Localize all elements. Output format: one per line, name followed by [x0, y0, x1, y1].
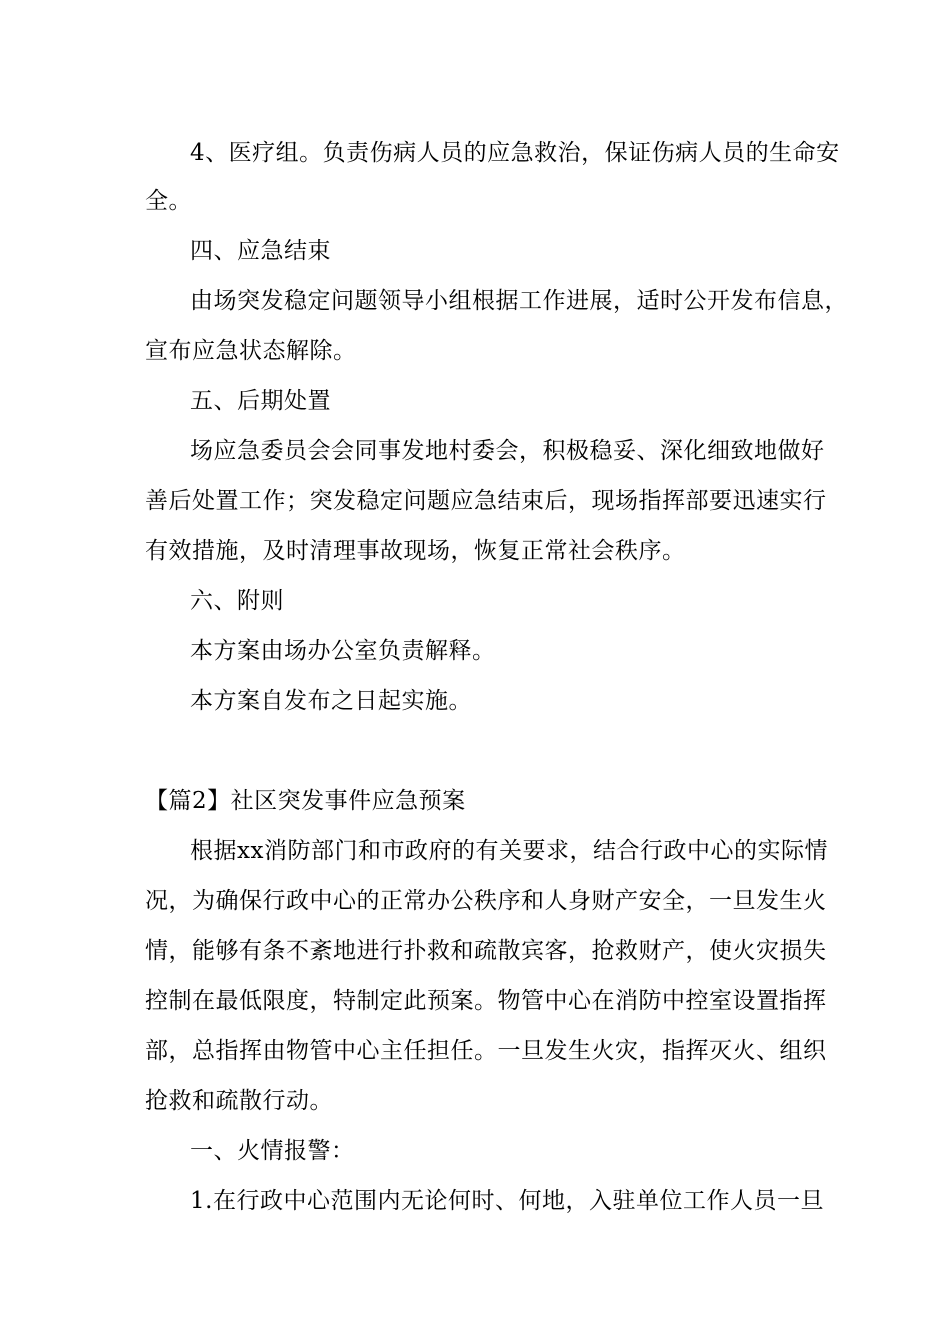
section-heading: 一、火情报警：: [190, 1138, 355, 1164]
section-heading: 六、附则: [190, 588, 284, 614]
paragraph-line: 本方案由场办公室负责解释。: [190, 638, 496, 664]
paragraph-line: 善后处置工作；突发稳定问题应急结束后，现场指挥部要迅速实行: [145, 488, 827, 514]
article-title: 【篇2】社区突发事件应急预案: [145, 788, 466, 814]
section-heading: 五、后期处置: [190, 388, 331, 414]
paragraph-line: 全。: [145, 188, 192, 214]
paragraph-line: 控制在最低限度，特制定此预案。物管中心在消防中控室设置指挥: [145, 988, 827, 1014]
paragraph-line: 场应急委员会会同事发地村委会，积极稳妥、深化细致地做好: [190, 438, 825, 464]
paragraph-line: 抢救和疏散行动。: [145, 1088, 333, 1114]
paragraph-line: 宣布应急状态解除。: [145, 338, 357, 364]
paragraph-line: 本方案自发布之日起实施。: [190, 688, 472, 714]
paragraph-line: 由场突发稳定问题领导小组根据工作进展，适时公开发布信息，: [190, 288, 848, 314]
paragraph-line: 4、医疗组。负责伤病人员的应急救治，保证伤病人员的生命安: [190, 140, 840, 166]
section-heading: 四、应急结束: [190, 238, 331, 264]
paragraph-line: 部，总指挥由物管中心主任担任。一旦发生火灾，指挥灭火、组织: [145, 1038, 827, 1064]
paragraph-line: 1.在行政中心范围内无论何时、何地，入驻单位工作人员一旦: [190, 1188, 824, 1214]
paragraph-line: 有效措施，及时清理事故现场，恢复正常社会秩序。: [145, 538, 686, 564]
paragraph-line: 况，为确保行政中心的正常办公秩序和人身财产安全，一旦发生火: [145, 888, 827, 914]
paragraph-line: 情，能够有条不紊地进行扑救和疏散宾客，抢救财产，使火灾损失: [145, 938, 827, 964]
paragraph-line: 根据xx消防部门和市政府的有关要求，结合行政中心的实际情: [190, 838, 828, 864]
